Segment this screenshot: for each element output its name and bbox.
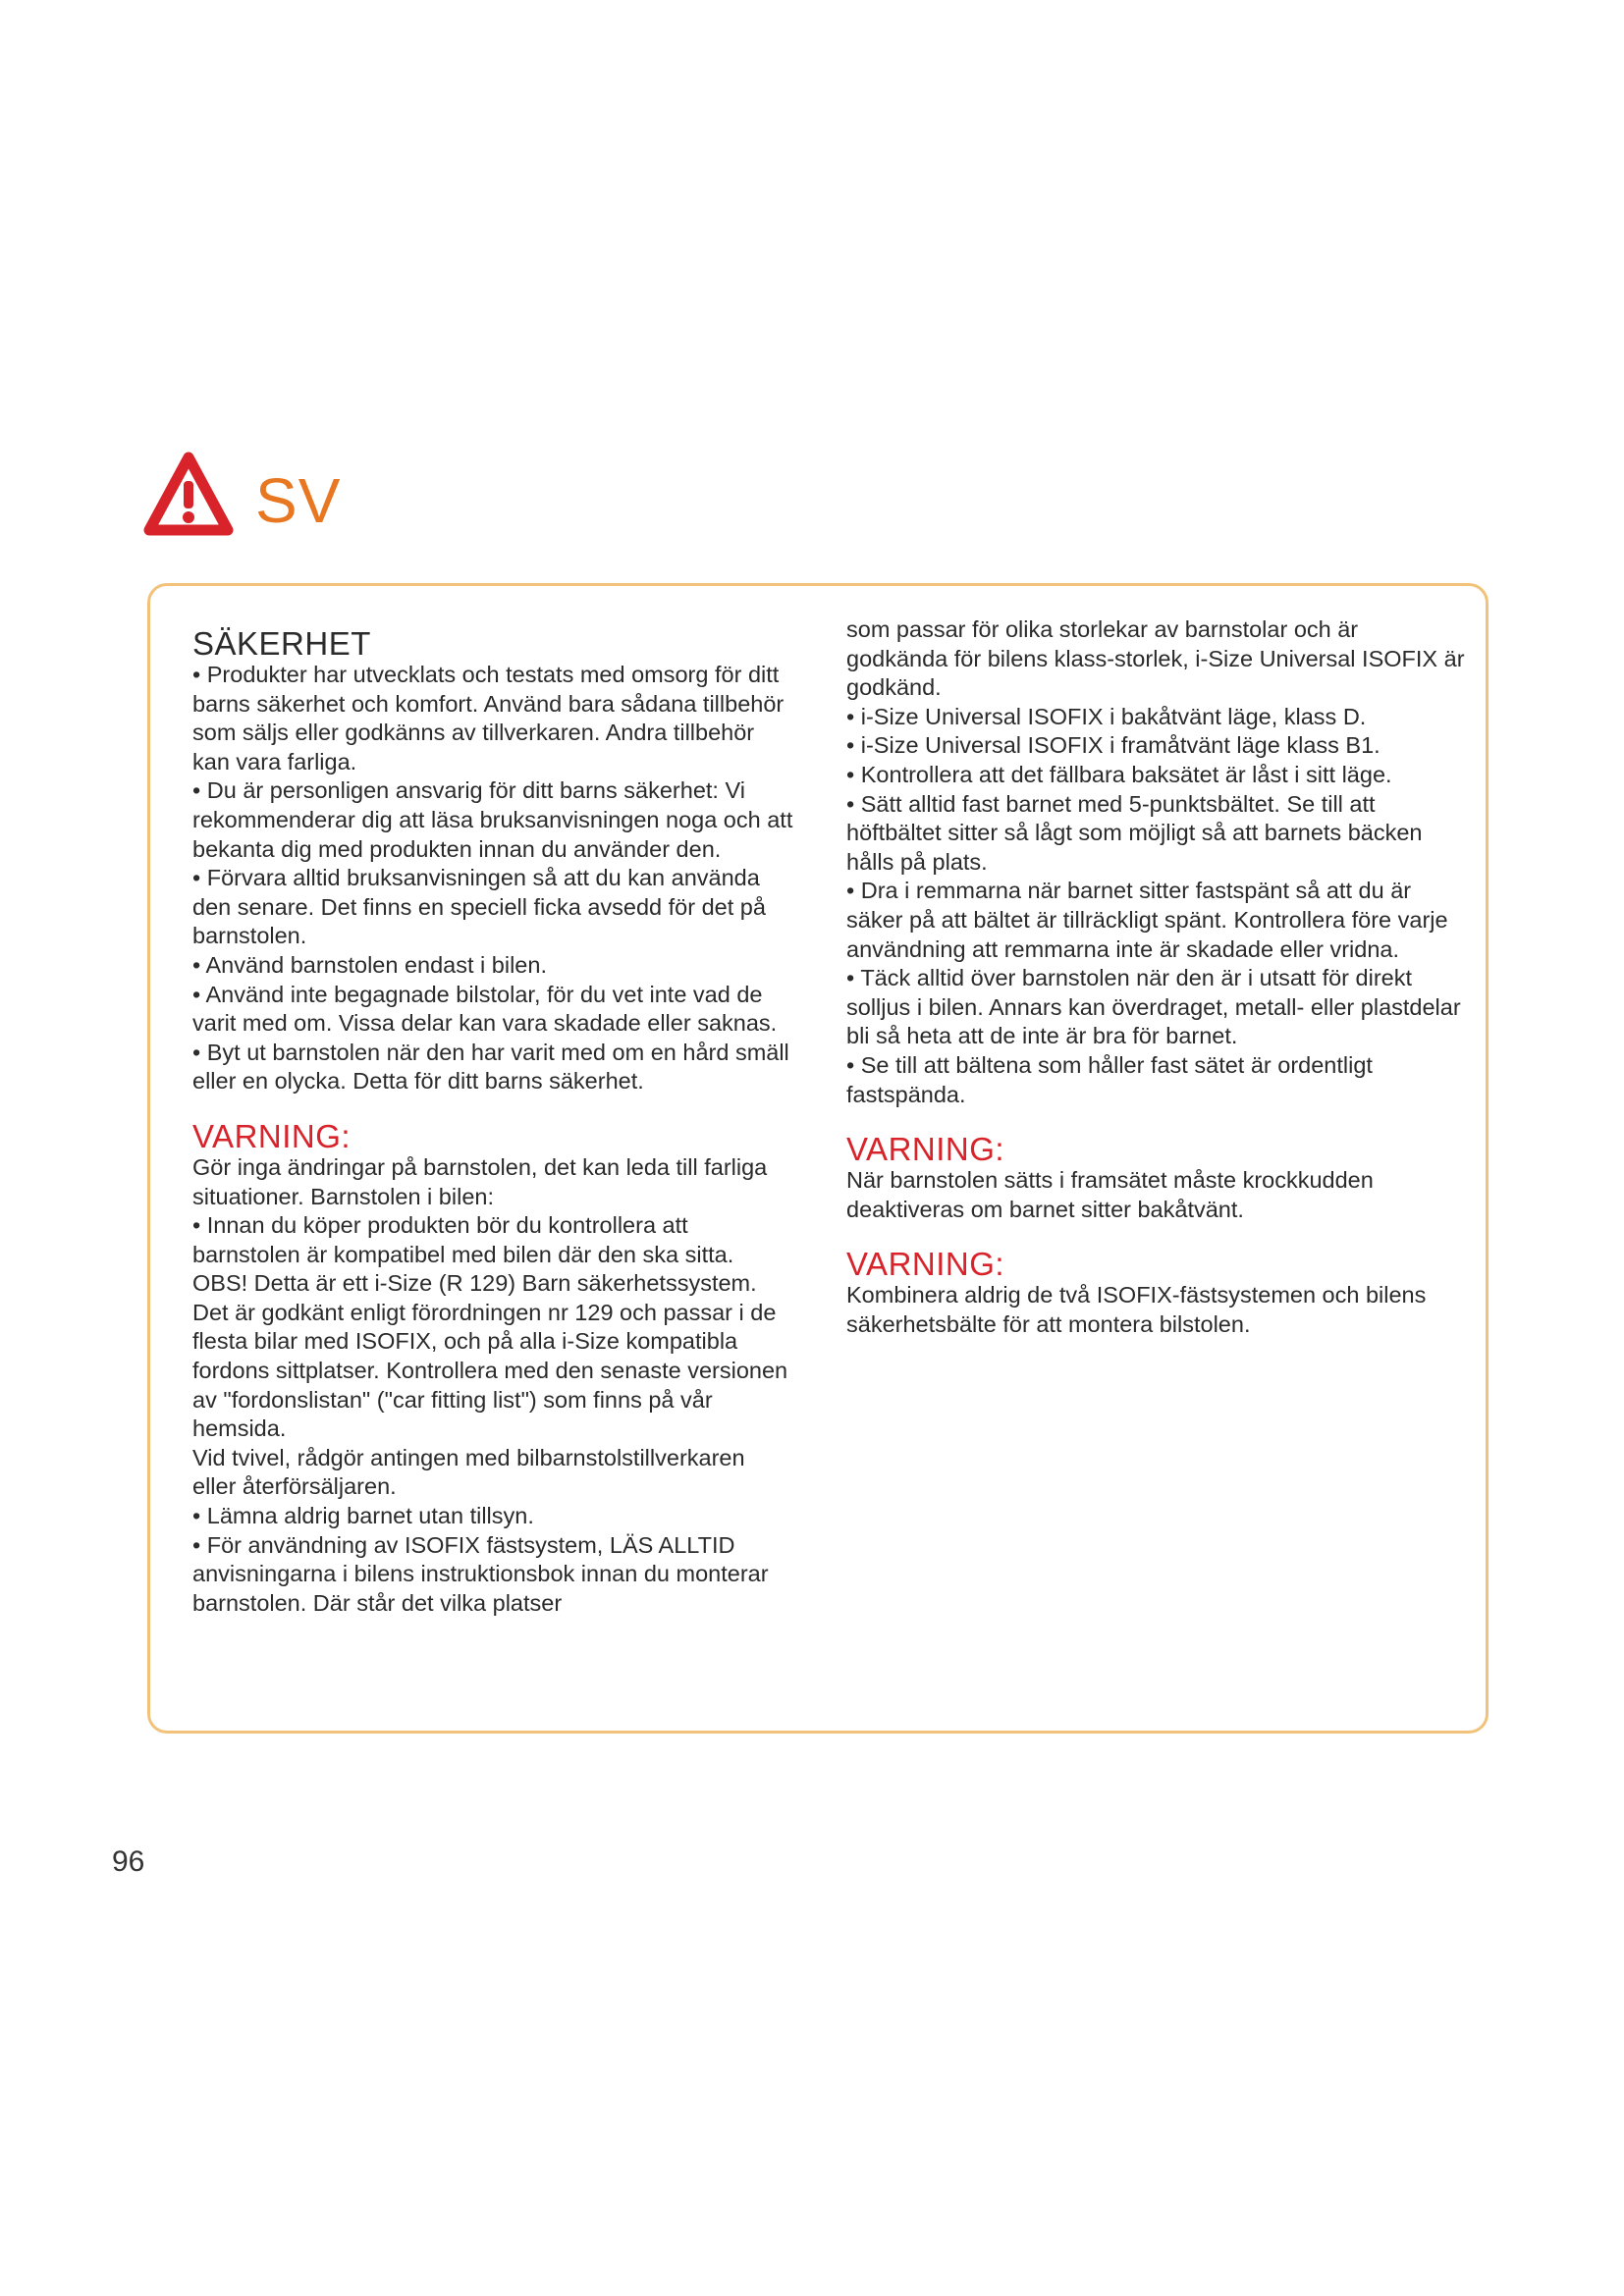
safety-paragraph: • Använd inte begagnade bilstolar, för du vet inte vad de varit med om. Vissa delar kan vara skadade eller saknas.	[192, 981, 778, 1037]
warning-paragraph: • För användning av ISOFIX fästsystem, LÄS ALLTID anvisningarna i bilens instruktionsbok innan du monterar barnstolen. Där står det vilka platser	[192, 1531, 769, 1616]
continued-paragraph: • Kontrollera att det fällbara baksätet är låst i sitt läge.	[846, 761, 1392, 787]
continued-paragraph: • i-Size Universal ISOFIX i framåtvänt läge klass B1.	[846, 732, 1380, 759]
continued-paragraph: • Täck alltid över barnstolen när den är i utsatt för direkt solljus i bilen. Annars kan överdraget, metall- eller plastdelar bli så heta att de inte är bra för barnet.	[846, 965, 1461, 1049]
warning-paragraph: • Lämna aldrig barnet utan tillsyn.	[192, 1503, 534, 1529]
safety-paragraph: • Förvara alltid bruksanvisningen så att du kan använda den senare. Det finns en speciell ficka avsedd för det på barnstolen.	[192, 865, 766, 949]
warning-triangle-icon	[143, 452, 234, 538]
warning-paragraph: Vid tvivel, rådgör antingen med bilbarnstolstillverkaren eller återförsäljaren.	[192, 1444, 745, 1500]
spacer	[846, 1224, 1465, 1248]
warning-paragraph: När barnstolen sätts i framsätet måste krockkudden deaktiveras om barnet sitter bakåtvänt.	[846, 1167, 1374, 1222]
continued-paragraph: • Se till att bältena som håller fast sätet är ordentligt fastspända.	[846, 1051, 1373, 1107]
left-column	[192, 627, 793, 1618]
safety-paragraph: • Du är personligen ansvarig för ditt barns säkerhet: Vi rekommenderar dig att läsa bruksanvisningen noga och att bekanta dig med produkten innan du använder den.	[192, 777, 793, 862]
safety-paragraph: • Byt ut barnstolen när den har varit med om en hård smäll eller en olycka. Detta för ditt barns säkerhet.	[192, 1039, 789, 1095]
continued-paragraph: • i-Size Universal ISOFIX i bakåtvänt läge, klass D.	[846, 703, 1367, 729]
warning-heading: VARNING:	[846, 1131, 1005, 1168]
safety-info-box	[147, 583, 1489, 1734]
safety-paragraph: • Produkter har utvecklats och testats med omsorg för ditt barns säkerhet och komfort. Använd bara sådana tillbehör som säljs eller godkänns av tillverkaren. Andra tillbehör kan vara farliga.	[192, 662, 785, 774]
warning-heading: VARNING:	[192, 1117, 352, 1154]
spacer	[192, 1096, 793, 1120]
language-code: SV	[255, 465, 342, 536]
warning-paragraph: • Innan du köper produkten bör du kontrollera att barnstolen är kompatibel med bilen där den ska sitta. OBS! Detta är ett i-Size (R 129) Barn säkerhetssystem. Det är godkänt enligt förordningen nr 129 och passar i de flesta bilar med ISOFIX, och på alla i-Size kompatibla fordons sittplatser. Kontrollera med den senaste versionen av "fordonslistan" ("car fitting list") som finns på vår hemsida.	[192, 1212, 788, 1442]
warning-heading: VARNING:	[846, 1246, 1005, 1283]
continued-paragraph: • Sätt alltid fast barnet med 5-punktsbältet. Se till att höftbältet sitter så lågt som möjligt så att barnets bäcken hålls på plats.	[846, 790, 1423, 875]
continued-paragraph: som passar för olika storlekar av barnstolar och är godkända för bilens klass-storlek, i-Size Universal ISOFIX är godkänd.	[846, 616, 1465, 701]
spacer	[846, 1109, 1465, 1133]
page-number: 96	[112, 1845, 145, 1878]
right-column	[846, 615, 1465, 1339]
safety-paragraph: • Använd barnstolen endast i bilen.	[192, 951, 547, 978]
continued-paragraph: • Dra i remmarna när barnet sitter fastspänt så att du är säker på att bältet är tillräckligt spänt. Kontrollera före varje användning att remmarna inte är skadade eller vridna.	[846, 878, 1448, 962]
warning-paragraph: Gör inga ändringar på barnstolen, det kan leda till farliga situationer. Barnstolen i bilen:	[192, 1153, 768, 1209]
safety-heading: SÄKERHET	[192, 625, 371, 662]
warning-paragraph: Kombinera aldrig de två ISOFIX-fästsystemen och bilens säkerhetsbälte för att montera bilstolen.	[846, 1282, 1427, 1337]
